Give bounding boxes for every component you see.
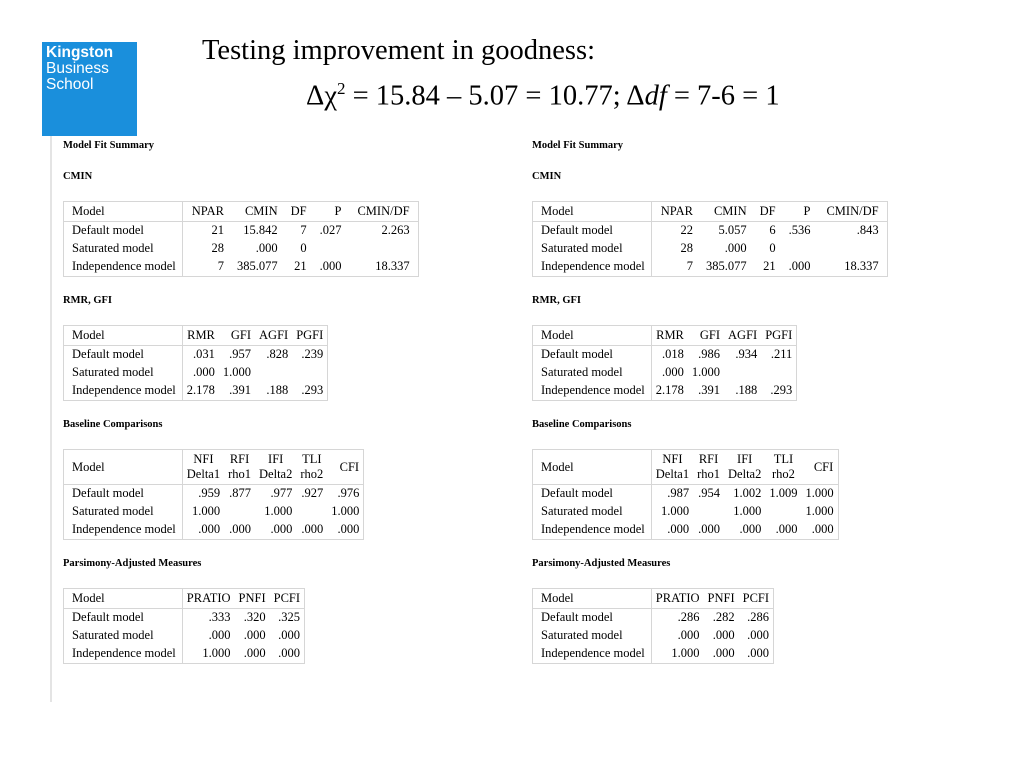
table-header (64, 326, 328, 346)
table-cell: 1.000 (805, 504, 834, 518)
column-header: DF (759, 204, 776, 218)
column-header-line2: rho1 (697, 467, 721, 481)
table-row (64, 485, 364, 504)
table-cell: 28 (211, 241, 224, 255)
table-body (533, 485, 839, 540)
rmr-gfi-heading: RMR, GFI (63, 295, 112, 306)
spacer (532, 183, 972, 201)
table-cell (224, 503, 255, 521)
table-header (533, 589, 774, 609)
row-label: Default model (533, 609, 652, 628)
cmin-heading: CMIN (532, 171, 562, 182)
table-cell: .000 (788, 259, 811, 273)
table-cell: 0 (769, 241, 776, 255)
spacer (532, 277, 972, 294)
table-cell: .000 (337, 522, 360, 536)
base-table (532, 449, 839, 540)
spacer (532, 401, 972, 418)
column-header: DF (290, 204, 307, 218)
table-cell: 1.000 (691, 365, 721, 379)
table-cell: .293 (301, 383, 324, 397)
table-row (64, 222, 419, 241)
table-row (64, 609, 305, 628)
table-row (533, 346, 797, 365)
column-header-line2: Delta1 (655, 467, 690, 481)
table-cell: .000 (747, 628, 770, 642)
table-cell: 385.077 (236, 259, 278, 273)
spacer (63, 431, 503, 449)
spacer (532, 152, 972, 170)
table-header (533, 202, 888, 222)
table-cell (814, 240, 887, 258)
table-cell: .000 (712, 646, 735, 660)
logo-line-kingston: Kingston (46, 44, 114, 61)
spacer (63, 401, 503, 418)
table-cell (761, 364, 797, 382)
spacer (532, 570, 972, 588)
table-cell: .000 (243, 646, 266, 660)
parsimony-adjusted-heading: Parsimony-Adjusted Measures (532, 558, 671, 569)
column-header-line1: Model (72, 459, 105, 474)
base-table (63, 449, 364, 540)
table-cell: .000 (747, 646, 770, 660)
cmin-heading: CMIN (63, 171, 93, 182)
table-cell: .927 (301, 486, 324, 500)
table-cell: .954 (698, 486, 721, 500)
table-cell: .987 (667, 486, 690, 500)
table-cell: .986 (698, 347, 721, 361)
table-cell: 1.000 (222, 365, 252, 379)
row-label: Default model (64, 609, 183, 628)
table-cell: .828 (266, 347, 289, 361)
table-cell: .000 (775, 522, 798, 536)
rmr-gfi-heading: RMR, GFI (532, 295, 581, 306)
table-row (533, 382, 797, 401)
table-cell: .239 (301, 347, 324, 361)
spacer (532, 307, 972, 325)
column-header-line2: rho2 (771, 467, 795, 481)
table-cell: .000 (662, 365, 684, 379)
row-label: Default model (64, 346, 183, 365)
table-cell (292, 364, 328, 382)
table-cell: .877 (229, 486, 252, 500)
column-header-line1: TLI (773, 452, 794, 466)
row-label: Default model (533, 222, 652, 241)
model-fit-panel-right (532, 139, 972, 664)
spacer (63, 277, 503, 294)
column-header: CMIN (713, 204, 747, 218)
table-cell (693, 503, 724, 521)
table-row (64, 503, 364, 521)
column-header-line1: IFI (737, 452, 753, 466)
column-header (296, 450, 327, 485)
table-body (64, 346, 328, 401)
table-row (533, 222, 888, 241)
column-header-line1: CFI (813, 459, 834, 474)
table-cell (296, 503, 327, 521)
row-label: Independence model (533, 521, 652, 540)
table-row (533, 503, 839, 521)
table-cell (311, 240, 346, 258)
table-cell: .293 (770, 383, 793, 397)
row-label: Independence model (533, 382, 652, 401)
row-label: Independence model (64, 258, 183, 277)
table-cell: .000 (255, 241, 278, 255)
header-row (64, 202, 419, 222)
column-header: PNFI (238, 591, 266, 605)
table-cell: .286 (747, 610, 770, 624)
table-cell: .000 (243, 628, 266, 642)
table-cell: .391 (698, 383, 721, 397)
title-superscript: 2 (336, 79, 346, 98)
table-cell: .391 (229, 383, 252, 397)
column-header-line1: IFI (268, 452, 284, 466)
table-cell: 21 (211, 223, 224, 237)
table-header (533, 326, 797, 346)
table-cell: 1.000 (805, 486, 834, 500)
table-cell: .031 (193, 347, 215, 361)
spacer (532, 431, 972, 449)
table-cell: .976 (337, 486, 360, 500)
model-fit-summary-heading: Model Fit Summary (63, 140, 154, 151)
logo-line-school: School (46, 76, 94, 93)
table-cell: .282 (712, 610, 735, 624)
table-cell: .333 (208, 610, 231, 624)
column-header-line2: Delta1 (186, 467, 221, 481)
title-delta-chi: Δχ (306, 80, 337, 112)
table-cell: 1.002 (733, 486, 762, 500)
table-body (533, 222, 888, 277)
row-label: Saturated model (64, 503, 183, 521)
table-cell: 22 (680, 223, 693, 237)
table-cell: 2.263 (381, 223, 410, 237)
table-row (64, 382, 328, 401)
title-equation-tail: = 7-6 = 1 (666, 80, 780, 112)
column-header-line1: NFI (662, 452, 683, 466)
table-cell (765, 503, 801, 521)
column-header (64, 450, 183, 485)
title-df: df (644, 80, 667, 112)
column-header-line1: CFI (339, 459, 360, 474)
table-cell: 7 (217, 259, 224, 273)
column-header (651, 450, 693, 485)
table-cell: 2.178 (655, 383, 684, 397)
column-header: PRATIO (186, 591, 231, 605)
spacer (63, 152, 503, 170)
table-cell: 28 (680, 241, 693, 255)
column-header: RMR (656, 328, 684, 342)
table-cell: .000 (739, 522, 762, 536)
table-cell: .000 (712, 628, 735, 642)
column-header (693, 450, 724, 485)
table-header (64, 202, 419, 222)
table-cell: .325 (278, 610, 301, 624)
column-header: CMIN/DF (826, 204, 879, 218)
row-label: Default model (64, 222, 183, 241)
row-label: Saturated model (533, 364, 652, 382)
table-cell: 1.000 (671, 646, 700, 660)
column-header-line2: Delta2 (259, 467, 293, 481)
table-cell: .957 (229, 347, 252, 361)
column-header: NPAR (191, 204, 224, 218)
table-row (64, 627, 305, 645)
spacer (63, 183, 503, 201)
column-header: PNFI (707, 591, 735, 605)
table-cell: 5.057 (718, 223, 747, 237)
table-cell: .188 (735, 383, 758, 397)
table-cell: .000 (811, 522, 834, 536)
table-cell: 1.000 (733, 504, 762, 518)
table-header (64, 450, 364, 485)
table-header (64, 589, 305, 609)
table-cell: .027 (319, 223, 342, 237)
column-header: Model (64, 326, 183, 346)
table-cell: .000 (301, 522, 324, 536)
table-cell: .000 (208, 628, 231, 642)
table-body (64, 485, 364, 540)
column-header (801, 450, 838, 485)
table-cell: .000 (278, 646, 301, 660)
column-header: CMIN (244, 204, 278, 218)
table-cell: .000 (698, 522, 721, 536)
table-cell: .977 (270, 486, 293, 500)
table-cell: 1.009 (769, 486, 798, 500)
table-cell: .000 (193, 365, 215, 379)
table-header (533, 450, 839, 485)
column-header: PCFI (742, 591, 770, 605)
header-row (533, 326, 797, 346)
table-row (533, 485, 839, 504)
table-cell: 1.000 (660, 504, 690, 518)
rmr-table (532, 325, 797, 401)
header-row (64, 326, 328, 346)
table-row (64, 645, 305, 664)
table-cell: 21 (763, 259, 776, 273)
table-cell: .286 (677, 610, 700, 624)
baseline-comparisons-heading: Baseline Comparisons (532, 419, 632, 430)
column-header: Model (533, 202, 652, 222)
column-header (182, 450, 224, 485)
table-cell: 385.077 (705, 259, 747, 273)
cmin-table (63, 201, 419, 277)
row-label: Saturated model (533, 627, 652, 645)
column-header-line1: Model (541, 459, 574, 474)
table-cell: 15.842 (243, 223, 278, 237)
column-header: PRATIO (655, 591, 700, 605)
column-header (327, 450, 364, 485)
table-cell: 7 (686, 259, 693, 273)
par-table (63, 588, 305, 664)
column-header (765, 450, 801, 485)
header-row (533, 450, 839, 485)
row-label: Saturated model (64, 364, 183, 382)
table-row (533, 627, 774, 645)
table-cell: .018 (662, 347, 684, 361)
row-label: Saturated model (533, 503, 652, 521)
table-cell: .000 (677, 628, 700, 642)
model-fit-summary-heading: Model Fit Summary (532, 140, 623, 151)
table-row (64, 240, 419, 258)
table-cell: .000 (229, 522, 252, 536)
logo-line-business: Business (46, 60, 109, 77)
column-header-line1: RFI (229, 452, 250, 466)
table-row (533, 645, 774, 664)
column-header: PCFI (273, 591, 301, 605)
column-header: Model (64, 202, 183, 222)
column-header: P (803, 204, 811, 218)
column-header (724, 450, 765, 485)
row-label: Independence model (64, 645, 183, 664)
header-row (64, 450, 364, 485)
table-row (533, 240, 888, 258)
table-cell (255, 364, 292, 382)
header-row (533, 202, 888, 222)
table-row (64, 364, 328, 382)
table-cell: .959 (198, 486, 221, 500)
row-label: Default model (64, 485, 183, 504)
column-header: PGFI (296, 328, 324, 342)
table-cell: 18.337 (375, 259, 410, 273)
table-cell: .211 (770, 347, 793, 361)
table-cell: 1.000 (264, 504, 293, 518)
column-header: Model (533, 326, 652, 346)
table-body (64, 609, 305, 664)
column-header: RMR (187, 328, 215, 342)
table-cell: .320 (243, 610, 266, 624)
table-cell: .000 (724, 241, 747, 255)
row-label: Independence model (64, 521, 183, 540)
row-label: Independence model (64, 382, 183, 401)
table-cell: .000 (278, 628, 301, 642)
header-row (533, 589, 774, 609)
spacer (532, 540, 972, 557)
column-header-line2: rho2 (300, 467, 324, 481)
table-row (533, 258, 888, 277)
rmr-table (63, 325, 328, 401)
table-cell: 21 (294, 259, 307, 273)
table-row (533, 364, 797, 382)
table-cell: .000 (270, 522, 293, 536)
table-row (64, 346, 328, 365)
column-header (255, 450, 296, 485)
column-header: GFI (230, 328, 252, 342)
column-header-line1: TLI (302, 452, 322, 466)
column-header: NPAR (660, 204, 693, 218)
table-body (64, 222, 419, 277)
column-header (224, 450, 255, 485)
row-label: Default model (533, 346, 652, 365)
table-cell: 7 (300, 223, 307, 237)
table-body (533, 346, 797, 401)
table-cell (724, 364, 761, 382)
table-row (64, 258, 419, 277)
table-cell (780, 240, 815, 258)
title-line-1: Testing improvement in goodness: (202, 35, 596, 66)
table-row (64, 521, 364, 540)
column-header: AGFI (259, 328, 289, 342)
table-cell: 1.000 (331, 504, 360, 518)
header-row (64, 589, 305, 609)
table-cell: .843 (856, 223, 879, 237)
column-header: CMIN/DF (357, 204, 410, 218)
row-label: Saturated model (533, 240, 652, 258)
par-table (532, 588, 774, 664)
model-fit-panel-left (63, 139, 503, 664)
slide-title (202, 32, 992, 116)
column-header: GFI (699, 328, 721, 342)
spacer (63, 307, 503, 325)
table-cell: 18.337 (844, 259, 879, 273)
cmin-table (532, 201, 888, 277)
table-cell: 1.000 (202, 646, 231, 660)
table-cell: .934 (735, 347, 758, 361)
column-header (533, 450, 652, 485)
column-header-line1: NFI (193, 452, 214, 466)
row-label: Independence model (533, 645, 652, 664)
table-body (533, 609, 774, 664)
baseline-comparisons-heading: Baseline Comparisons (63, 419, 163, 430)
column-header: Model (533, 589, 652, 609)
table-cell: 6 (769, 223, 776, 237)
spacer (63, 570, 503, 588)
parsimony-adjusted-heading: Parsimony-Adjusted Measures (63, 558, 202, 569)
table-cell: 2.178 (186, 383, 215, 397)
left-divider (50, 136, 52, 702)
table-cell: .536 (788, 223, 811, 237)
table-cell: .000 (319, 259, 342, 273)
title-equation: = 15.84 – 5.07 = 10.77; Δ (345, 80, 645, 112)
table-cell: 0 (300, 241, 307, 255)
table-cell (345, 240, 418, 258)
row-label: Default model (533, 485, 652, 504)
column-header-line2: Delta2 (728, 467, 762, 481)
table-cell: .188 (266, 383, 289, 397)
table-row (533, 609, 774, 628)
column-header: Model (64, 589, 183, 609)
spacer (63, 540, 503, 557)
row-label: Independence model (533, 258, 652, 277)
title-line-2 (202, 70, 992, 116)
column-header: PGFI (765, 328, 793, 342)
table-row (533, 521, 839, 540)
table-cell: .000 (667, 522, 690, 536)
column-header-line1: RFI (698, 452, 719, 466)
row-label: Saturated model (64, 627, 183, 645)
table-cell: 1.000 (191, 504, 221, 518)
kingston-business-school-logo (42, 42, 137, 136)
column-header: P (334, 204, 342, 218)
row-label: Saturated model (64, 240, 183, 258)
column-header-line2: rho1 (228, 467, 252, 481)
table-cell: .000 (198, 522, 221, 536)
column-header: AGFI (728, 328, 758, 342)
